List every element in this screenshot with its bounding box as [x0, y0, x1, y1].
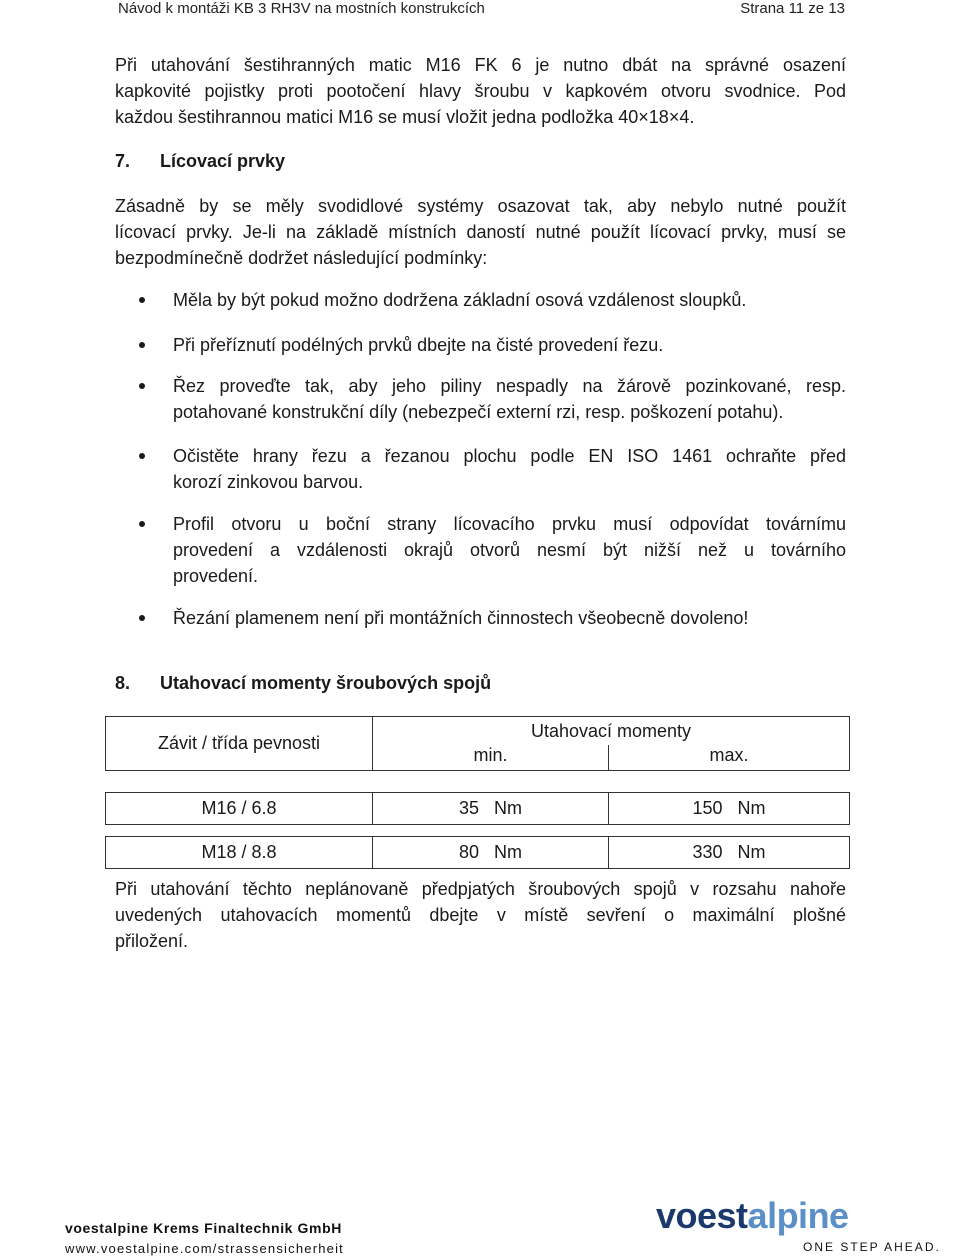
footer-website: www.voestalpine.com/strassensicherheit	[65, 1241, 344, 1256]
column-header-max: max.	[609, 745, 850, 771]
intro-paragraph	[115, 52, 846, 130]
text-line: každou šestihrannou matici M16 se musí vložit jedna podložka 40×18×4.	[115, 107, 695, 127]
section-7-heading	[115, 148, 846, 174]
bullet-icon	[139, 383, 145, 389]
text-line: Při utahování těchto neplánovaně předpjatých šroubových spojů v rozsahu nahoře	[115, 879, 846, 899]
company-tagline: ONE STEP AHEAD.	[803, 1240, 941, 1254]
cell-min: 35 Nm	[373, 793, 609, 825]
table-spacer	[106, 825, 850, 837]
section-number: 8.	[115, 673, 131, 693]
list-item: Měla by být pokud možno dodržena základní osová vzdálenost sloupků.	[115, 287, 846, 313]
page-header	[0, 0, 960, 26]
text-line: přiložení.	[115, 931, 189, 951]
list-item: Očistěte hrany řezu a řezanou plochu podle EN ISO 1461 ochraňte před korozí zinkovou barvou.	[115, 443, 846, 495]
section-title: Utahovací momenty šroubových spojů	[160, 673, 492, 693]
bullet-icon	[139, 297, 145, 303]
list-item: Řez proveďte tak, aby jeho piliny nespadly na žárově pozinkované, resp. potahované konstrukční díly (nebezpečí externí rzi, resp. poškození potahu).	[115, 373, 846, 425]
text-line: Zásadně by se měly svodidlové systémy osazovat tak, aby nebylo nutné použít	[115, 196, 846, 216]
logo-text-light: alpine	[747, 1196, 849, 1236]
cell-min: 80 Nm	[373, 837, 609, 869]
section-7-paragraph	[115, 193, 846, 271]
section-8-heading	[115, 670, 846, 696]
list-item: Profil otvoru u boční strany lícovacího prvku musí odpovídat továrnímu provedení a vzdálenosti okrajů otvorů nesmí být nižší než u továrního provedení.	[115, 511, 846, 589]
torque-table	[105, 716, 850, 869]
text-line: kapkovité pojistky proti pootočení hlavy šroubu v kapkovém otvoru svodnice. Pod	[115, 81, 846, 101]
text-line: Při utahování šestihranných matic M16 FK 6 je nutno dbát na správné osazení	[115, 55, 846, 75]
svg-text:voestalpine	[656, 1196, 849, 1236]
bullet-icon	[139, 521, 145, 527]
section-title: Lícovací prvky	[160, 151, 286, 171]
logo-text-dark: voest	[656, 1196, 748, 1236]
bullet-icon	[139, 615, 145, 621]
bullet-icon	[139, 453, 145, 459]
table-row	[106, 837, 850, 869]
table-row	[106, 793, 850, 825]
list-item: Řezání plamenem není při montážních činnostech všeobecně dovoleno!	[115, 605, 846, 631]
column-header-torque: Utahovací momenty	[373, 717, 850, 745]
cell-thread: M16 / 6.8	[106, 793, 373, 825]
text-line: lícovací prvky. Je-li na základě místních daností nutné použít lícovací prvky, musí se	[115, 222, 846, 242]
footer-company-name: voestalpine Krems Finaltechnik GmbH	[65, 1220, 342, 1236]
cell-thread: M18 / 8.8	[106, 837, 373, 869]
page-number: Strana 11 ze 13	[740, 0, 845, 17]
voestalpine-logo	[656, 1196, 861, 1236]
section-number: 7.	[115, 151, 131, 171]
bullet-icon	[139, 342, 145, 348]
text-line: uvedených utahovacích momentů dbejte v místě sevření o maximální plošné	[115, 905, 846, 925]
cell-max: 330 Nm	[609, 837, 850, 869]
cell-max: 150 Nm	[609, 793, 850, 825]
document-title: Návod k montáži KB 3 RH3V na mostních konstrukcích	[118, 0, 485, 17]
closing-paragraph	[115, 876, 846, 954]
column-header-min: min.	[373, 745, 609, 771]
text-line: bezpodmínečně dodržet následující podmínky:	[115, 248, 488, 268]
column-header-thread: Závit / třída pevnosti	[106, 717, 373, 771]
list-item: Při přeříznutí podélných prvků dbejte na čisté provedení řezu.	[115, 332, 846, 358]
table-spacer	[106, 771, 850, 793]
